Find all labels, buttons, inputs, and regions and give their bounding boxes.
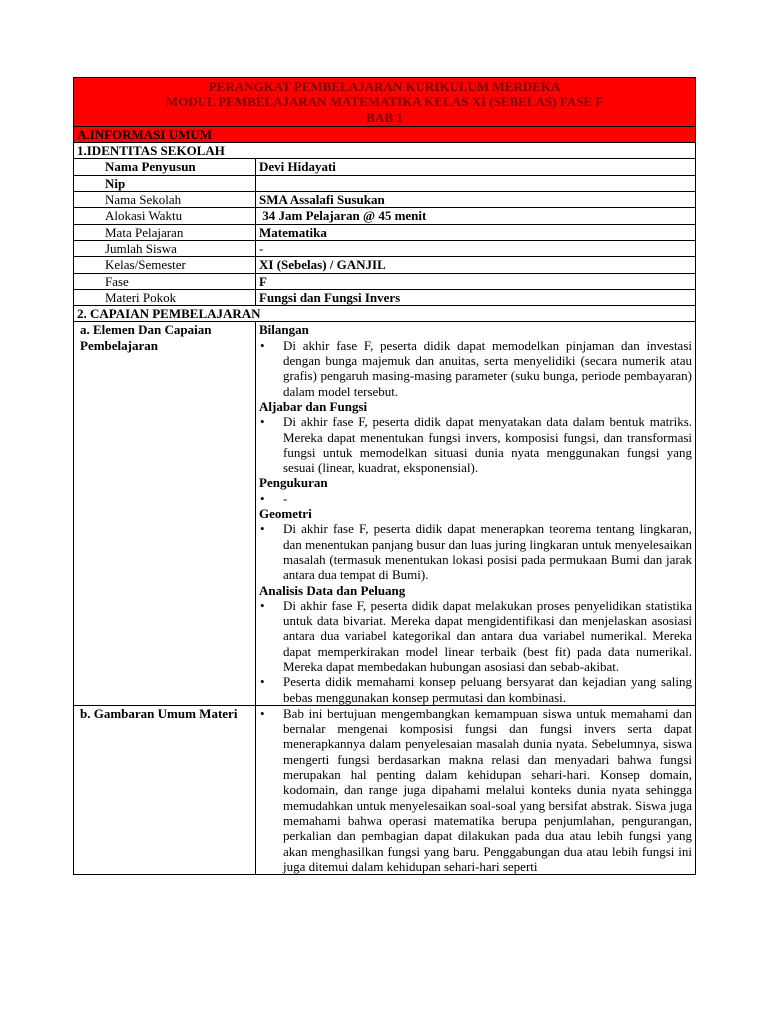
identity-label: Fase [74,273,256,289]
list-item: • Bab ini bertujuan mengembangkan kemampuan siswa untuk memahami dan bernalar mengenai komposisi fungsi dan fungsi invers serta dapat menerapkannya dalam penyelesaian masalah dunia nyata. Sebelumnya, siswa mengerti fungsi berdasarkan makna relasi dan menyadari bahwa fungsi merupakan hal penting dalam kehidupan sehari-hari. Konsep domain, kodomain, dan range juga dipahami melalui konteks dunia nyata sehingga memudahkan untuk menyelesaikan soal-soal yang bersifat abstrak. Siswa juga memahami bahwa operasi matematika berupa penjumlahan, pengurangan, perkalian dan pembagian dapat dilakukan pada dua atau lebih fungsi yang akan menghasilkan fungsi yang baru. Penggabungan dua atau lebih fungsi ini juga ditemui dalam kehidupan sehari-hari seperti [259,706,692,874]
gambaran-label: b. Gambaran Umum Materi [74,705,256,874]
identity-row [74,224,696,240]
pengukuran-list [259,491,692,506]
identity-row [74,192,696,208]
identity-value: SMA Assalafi Susukan [256,192,696,208]
gambaran-row [74,705,696,874]
identity-value: F [256,273,696,289]
identity-row [74,159,696,175]
identity-label: Alokasi Waktu [74,208,256,224]
identity-label: Mata Pelajaran [74,224,256,240]
geometri-list [259,521,692,582]
section-a-heading: A.INFORMASI UMUM [74,126,696,142]
elemen-content [256,322,696,705]
capaian-title-row [74,306,696,322]
header-title-line1: PERANGKAT PEMBELAJARAN KURIKULUM MERDEKA [208,79,561,94]
identity-label: Materi Pokok [74,289,256,305]
aljabar-heading: Aljabar dan Fungsi [259,398,368,414]
identity-value: Matematika [256,224,696,240]
identity-row [74,289,696,305]
identity-row [74,240,696,256]
list-item: • - [259,491,692,506]
identity-row [74,208,696,224]
identity-value [256,175,696,191]
list-item: • Di akhir fase F, peserta didik dapat menyatakan data dalam bentuk matriks. Mereka dapat menentukan fungsi invers, komposisi fungsi, dan transformasi fungsi untuk memodelkan situasi dunia nyata menggunakan fungsi yang sesuai (linear, kuadrat, eksponensial). [259,414,692,475]
identity-value: 34 Jam Pelajaran @ 45 menit [256,208,696,224]
list-item: • Peserta didik memahami konsep peluang bersyarat dan kejadian yang saling bebas menggunakan konsep permutasi dan kombinasi. [259,674,692,705]
identity-label: Nama Penyusun [74,159,256,175]
section-a-row [74,126,696,142]
document-header-row [74,78,696,127]
identity-row [74,257,696,273]
bilangan-list [259,338,692,399]
identity-value: - [256,240,696,256]
elemen-row [74,322,696,705]
identity-heading: 1.IDENTITAS SEKOLAH [74,143,696,159]
document-header [74,78,696,127]
capaian-heading: 2. CAPAIAN PEMBELAJARAN [74,306,696,322]
header-title-line3: BAB 1 [366,109,403,125]
geometri-heading: Geometri [259,506,312,522]
pengukuran-heading: Pengukuran [259,475,328,491]
identity-title-row [74,143,696,159]
list-item: • Di akhir fase F, peserta didik dapat memodelkan pinjaman dan investasi dengan bunga majemuk dan anuitas, serta menyelidiki (secara numerik atau grafis) pengaruh masing-masing parameter (suku bunga, periode pembayaran) dalam model tersebut. [259,338,692,399]
identity-label: Jumlah Siswa [74,240,256,256]
identity-label: Kelas/Semester [74,257,256,273]
identity-row [74,175,696,191]
identity-value: Fungsi dan Fungsi Invers [256,289,696,305]
elemen-label: a. Elemen Dan Capaian Pembelajaran [74,322,256,705]
identity-label: Nama Sekolah [74,192,256,208]
analisis-heading: Analisis Data dan Peluang [259,582,406,598]
gambaran-content [256,705,696,874]
identity-value: Devi Hidayati [256,159,696,175]
list-item: • Di akhir fase F, peserta didik dapat melakukan proses penyelidikan statistika untuk data bivariat. Mereka dapat mengidentifikasi dan menjelaskan asosiasi antara dua variabel kategorikal dan antara dua variabel numerikal. Mereka dapat memperkirakan model linear terbaik (best fit) pada data numerikal. Mereka dapat membedakan hubungan asosiasi dan sebab-akibat. [259,598,692,674]
gambaran-list [259,706,692,874]
header-title-line2: MODUL PEMBELAJARAN MATEMATIKA KELAS XI (SEBELAS) FASE F [165,94,604,110]
analisis-list [259,598,692,705]
identity-label: Nip [74,175,256,191]
identity-row [74,273,696,289]
identity-value: XI (Sebelas) / GANJIL [256,257,696,273]
bilangan-heading: Bilangan [259,322,309,338]
lesson-module-table [73,77,696,875]
aljabar-list [259,414,692,475]
list-item: • Di akhir fase F, peserta didik dapat menerapkan teorema tentang lingkaran, dan menentukan panjang busur dan luas juring lingkaran untuk menyelesaikan masalah (termasuk menentukan lokasi posisi pada permukaan Bumi dan jarak antara dua tempat di Bumi). [259,521,692,582]
